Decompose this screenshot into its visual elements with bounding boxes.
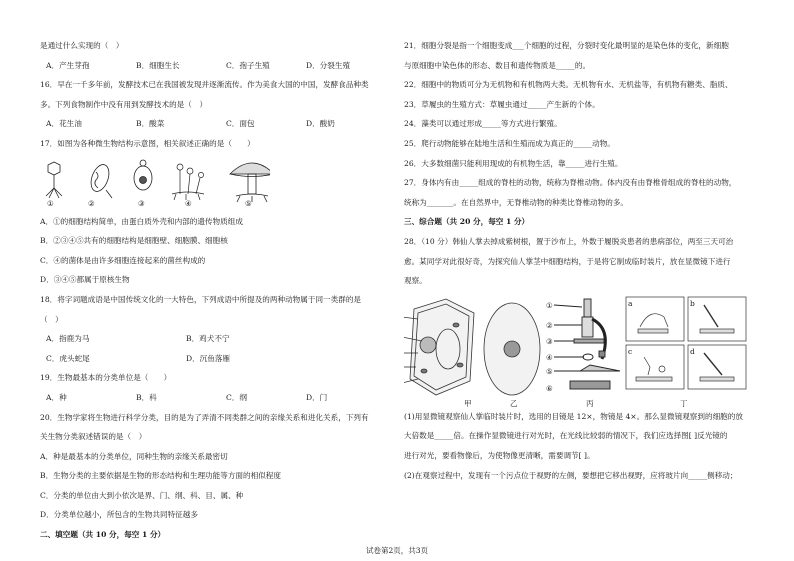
microscope-label-5: ⑤ — [546, 366, 553, 376]
q16-option-d[interactable]: D．酸奶 — [306, 119, 335, 129]
panel-label-c: c — [628, 346, 633, 356]
q19-stem: 19．生物最基本的分类单位是（ ） — [40, 373, 172, 383]
virus-drawing — [46, 162, 62, 198]
q20-stem-line2: 关生物分类叙述错误的是（ ） — [40, 432, 147, 442]
q19-option-c[interactable]: C．纲 — [226, 392, 247, 402]
microbe-label-5: ⑤ — [245, 198, 252, 208]
q20-option-d[interactable]: D．分类单位越小，所包含的生物共同特征越多 — [40, 510, 198, 520]
figure-label-bing: 丙 — [586, 398, 594, 408]
q28-line3: 观察。 — [404, 276, 427, 286]
plant-cell-drawing — [404, 299, 474, 395]
microbe-figure — [40, 158, 385, 208]
q19-option-a[interactable]: A．种 — [46, 392, 67, 402]
q18-option-c[interactable]: C．虎头蛇尾 — [46, 353, 90, 363]
q27-line1: 27．身体内有由_____组成的脊柱的动物，统称为脊椎动物。体内没有由脊椎骨组成的脊柱的动物， — [404, 178, 737, 188]
q20-option-c[interactable]: C．分类的单位由大到小依次是界、门、纲、科、目、属、种 — [40, 490, 244, 500]
q28-figure — [404, 295, 752, 407]
q16-option-a[interactable]: A．花生油 — [46, 119, 82, 129]
q19-options — [40, 392, 385, 403]
microbe-label-4: ④ — [185, 198, 192, 208]
q15-option-c[interactable]: C．孢子生殖 — [226, 60, 270, 70]
q15-options — [40, 60, 385, 71]
cells-microscope-drawing — [404, 295, 752, 407]
right-column — [404, 40, 752, 489]
q18-options-row1 — [40, 333, 385, 344]
q18-option-b[interactable]: B．鸡犬不宁 — [186, 334, 230, 344]
microscope-label-3: ③ — [546, 336, 553, 346]
q21-line2: 与原细胞中染色体的形态、数目和遗传物质是_____的。 — [404, 60, 591, 70]
q20-option-b[interactable]: B．生物分类的主要依据是生物的形态结构和生理功能等方面的相似程度 — [40, 471, 281, 481]
q18-stem-line1: 18．将字词题成语是中国传统文化的一大特色，下列成语中所提及的两种动物属于同一类群的是 — [40, 294, 362, 304]
microscope-label-1: ① — [546, 300, 553, 310]
q28-line1: 28．（10 分）韩仙人掌去掉成紫树根，置于沙布上，外数于履脱炎患者的患病部位，两至三天可治 — [404, 236, 734, 246]
q16-stem-line2: 多。下列食物制作中没有用到发酵技术的是（ ） — [40, 99, 208, 109]
section-2-heading: 二、填空题（共 10 分，每空 1 分） — [40, 530, 166, 540]
q17-option-b[interactable]: B．②③④⑤共有的细胞结构是细胞壁、细胞膜、细胞核 — [40, 236, 228, 246]
q15-tail: 是通过什么实现的（ ） — [40, 41, 124, 50]
microscope-label-6: ⑥ — [546, 383, 553, 393]
panel-label-a: a — [628, 298, 633, 308]
q18-option-d[interactable]: D．沉鱼落雁 — [186, 353, 231, 363]
q23-line: 23．草履虫的生殖方式：草履虫通过_____产生新的个体。 — [404, 99, 600, 109]
q17-option-c[interactable]: C．④的菌体是由许多细胞连接起来的菌丝构成的 — [40, 255, 206, 265]
q15-option-b[interactable]: B．细胞生长 — [136, 60, 180, 70]
q28-part1-line1: (1)用显微镜观察仙人掌临时装片时，选用的目镜是 12×，物镜是 4×。那么显微镜观察到的细胞的放 — [404, 411, 743, 421]
q26-line: 26．大多数细菌只能利用现成的有机物生活，靠_____进行生殖。 — [404, 158, 623, 168]
section-3-heading: 三、综合题（共 20 分，每空 1 分） — [404, 217, 530, 227]
q16-option-b[interactable]: B．酸菜 — [136, 119, 165, 129]
microbe-label-1: ① — [47, 198, 54, 208]
left-column — [40, 40, 385, 549]
page-footer: 试卷第2页，共3页 — [365, 546, 429, 555]
microbe-label-2: ② — [88, 198, 95, 208]
mushroom-drawing — [230, 163, 270, 202]
q22-line: 22．细胞中的物质可分为无机物和有机物两大类。无机物有水、无机盐等，有机物有糖类、脂质、 — [404, 80, 733, 90]
microscope-label-2: ② — [546, 320, 553, 330]
q17-option-d[interactable]: D．③④⑤都属于原核生物 — [40, 275, 130, 285]
q16-option-c[interactable]: C．面包 — [226, 119, 255, 129]
operation-panels — [626, 297, 746, 389]
q28-part1-line3: 进行对光，要看物像后，为使物像更清晰，需要调节[ ]。 — [404, 450, 595, 460]
q28-line2: 愈。某同学对此很好奇，为探究仙人掌茎中细胞结构，于是将它制成临时装片，放在显微镜下进行 — [404, 256, 731, 266]
panel-label-d: d — [690, 346, 695, 356]
q18-options-row2 — [40, 353, 385, 364]
microbe-label-3: ③ — [138, 198, 145, 208]
q17-option-a[interactable]: A．①的细胞结构简单，由蛋白质外壳和内部的遗传物质组成 — [40, 216, 243, 226]
microscope-label-4: ④ — [546, 352, 553, 362]
q25-line: 25．爬行动物能够在陆地生活和生殖而成为真正的_____动物。 — [404, 138, 615, 148]
q24-line: 24．藻类可以通过形成_____等方式进行繁殖。 — [404, 119, 562, 129]
yeast-drawing — [134, 160, 152, 190]
q19-option-d[interactable]: D．门 — [306, 392, 328, 402]
q27-line2: 统称为_______。在自然界中，无脊椎动物的种类比脊椎动物的多。 — [404, 197, 629, 207]
panel-label-b: b — [690, 298, 695, 308]
q20-stem-line1: 20．生物学家将生物进行科学分类，目的是为了弄清不同类群之间的亲缘关系和进化关系，下列有 — [40, 412, 369, 422]
q19-option-b[interactable]: B．科 — [136, 392, 157, 402]
animal-cell-drawing — [484, 303, 540, 395]
q17-stem: 17．如图为各种微生物结构示意图，相关叙述正确的是（ ） — [40, 138, 255, 148]
microscope-drawing — [554, 299, 620, 389]
bacterium-drawing — [88, 162, 113, 198]
figure-label-ding: 丁 — [680, 398, 688, 408]
mold-drawing — [172, 164, 204, 200]
q18-stem-line2: （ ） — [40, 314, 63, 324]
microbe-drawings — [40, 158, 270, 208]
q28-part2-line1: (2)在观察过程中，发现有一个污点位于视野的左侧，要想把它移出视野，应将玻片向_____侧移动； — [404, 470, 738, 480]
figure-label-yi: 乙 — [510, 398, 518, 408]
q20-option-a[interactable]: A．种是最基本的分类单位，同种生物的亲缘关系最密切 — [40, 451, 228, 461]
q21-line1: 21．细胞分裂是指一个细胞变成___个细胞的过程，分裂时变化最明显的是染色体的变化，新细胞 — [404, 41, 729, 50]
q16-options — [40, 118, 385, 129]
q18-option-a[interactable]: A．指鹿为马 — [46, 334, 90, 344]
figure-label-jia: 甲 — [464, 398, 472, 408]
q28-part1-line2: 大倍数是_____倍。在操作显微镜进行对光时，在光线比较弱的情况下，我们应选择图[ ]反光镜的 — [404, 431, 728, 441]
q15-option-d[interactable]: D．分裂生殖 — [306, 60, 351, 70]
q16-stem-line1: 16．早在一千多年前，发酵技术已在我国被发现并逐渐流传。作为美食大国的中国，发酵食品种类 — [40, 80, 369, 90]
q15-option-a[interactable]: A．产生芽孢 — [46, 60, 90, 70]
